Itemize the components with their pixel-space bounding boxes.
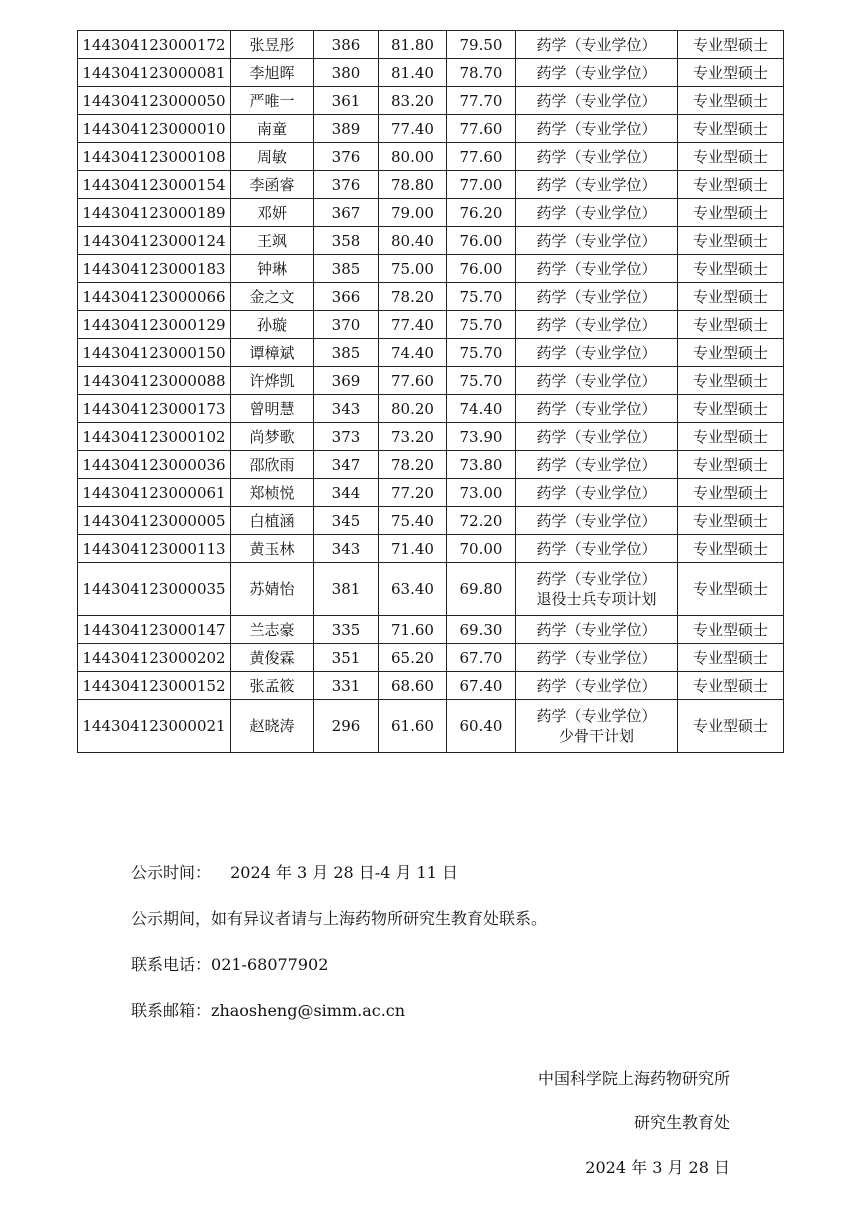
cell-interview-score: 77.20 [379,479,447,507]
cell-student-id: 144304123000066 [78,283,231,311]
major-line: 药学（专业学位） [536,620,657,639]
cell-name: 郑桢悦 [231,479,314,507]
cell-degree-type: 专业型硕士 [678,255,784,283]
cell-exam-score: 385 [314,255,379,283]
cell-total-score: 77.60 [447,115,516,143]
cell-degree-type: 专业型硕士 [678,115,784,143]
cell-exam-score: 331 [314,672,379,700]
cell-total-score: 72.20 [447,507,516,535]
cell-exam-score: 358 [314,227,379,255]
cell-major [516,31,678,59]
cell-exam-score: 376 [314,171,379,199]
cell-degree-type: 专业型硕士 [678,59,784,87]
cell-degree-type: 专业型硕士 [678,227,784,255]
cell-major [516,507,678,535]
major-line: 药学（专业学位） [536,343,657,362]
cell-student-id: 144304123000061 [78,479,231,507]
notice-email [131,998,405,1021]
cell-exam-score: 344 [314,479,379,507]
cell-name: 周敏 [231,143,314,171]
cell-student-id: 144304123000081 [78,59,231,87]
cell-interview-score: 80.20 [379,395,447,423]
table-row [78,227,784,255]
major-line: 药学（专业学位） [536,35,657,54]
cell-student-id: 144304123000124 [78,227,231,255]
notice-time [131,860,458,883]
cell-name: 苏婧怡 [231,563,314,616]
cell-student-id: 144304123000005 [78,507,231,535]
cell-degree-type: 专业型硕士 [678,311,784,339]
major-line: 药学（专业学位） [536,231,657,250]
notice-email-value: zhaosheng@simm.ac.cn [211,1001,406,1020]
cell-student-id: 144304123000202 [78,644,231,672]
table-row [78,283,784,311]
cell-degree-type: 专业型硕士 [678,535,784,563]
cell-exam-score: 343 [314,535,379,563]
cell-student-id: 144304123000172 [78,31,231,59]
cell-student-id: 144304123000102 [78,423,231,451]
cell-degree-type: 专业型硕士 [678,616,784,644]
cell-degree-type: 专业型硕士 [678,423,784,451]
notice-phone-label: 联系电话： [131,955,212,974]
major-line: 药学（专业学位） [536,455,657,474]
cell-name: 赵晓涛 [231,700,314,753]
admission-results-table [77,30,784,753]
cell-major [516,672,678,700]
cell-student-id: 144304123000010 [78,115,231,143]
cell-total-score: 60.40 [447,700,516,753]
signature-date: 2024 年 3 月 28 日 [585,1158,730,1177]
table-row [78,507,784,535]
cell-degree-type: 专业型硕士 [678,199,784,227]
cell-major [516,199,678,227]
cell-exam-score: 351 [314,644,379,672]
cell-total-score: 76.20 [447,199,516,227]
table-row [78,616,784,644]
cell-interview-score: 78.20 [379,283,447,311]
cell-exam-score: 376 [314,143,379,171]
notice-time-label: 公示时间： [131,863,212,882]
table-row [78,255,784,283]
cell-interview-score: 61.60 [379,700,447,753]
cell-student-id: 144304123000088 [78,367,231,395]
major-line: 药学（专业学位） [536,483,657,502]
cell-major [516,535,678,563]
cell-total-score: 75.70 [447,367,516,395]
table-row [78,59,784,87]
cell-major [516,644,678,672]
cell-name: 金之文 [231,283,314,311]
cell-interview-score: 63.40 [379,563,447,616]
cell-major [516,283,678,311]
cell-exam-score: 373 [314,423,379,451]
cell-name: 张昱彤 [231,31,314,59]
cell-degree-type: 专业型硕士 [678,507,784,535]
cell-exam-score: 367 [314,199,379,227]
cell-name: 孙璇 [231,311,314,339]
cell-total-score: 74.40 [447,395,516,423]
cell-exam-score: 385 [314,339,379,367]
table-row [78,644,784,672]
cell-total-score: 75.70 [447,283,516,311]
cell-total-score: 69.30 [447,616,516,644]
table-row [78,87,784,115]
cell-total-score: 67.40 [447,672,516,700]
cell-degree-type: 专业型硕士 [678,644,784,672]
cell-major [516,451,678,479]
cell-total-score: 67.70 [447,644,516,672]
cell-name: 曾明慧 [231,395,314,423]
cell-name: 钟琳 [231,255,314,283]
major-line: 药学（专业学位） [536,676,657,695]
cell-name: 黄玉林 [231,535,314,563]
cell-major [516,171,678,199]
cell-major [516,700,678,753]
cell-exam-score: 345 [314,507,379,535]
cell-total-score: 73.00 [447,479,516,507]
cell-student-id: 144304123000050 [78,87,231,115]
cell-exam-score: 343 [314,395,379,423]
major-line: 少骨干计划 [558,727,634,745]
cell-name: 严唯一 [231,87,314,115]
cell-student-id: 144304123000108 [78,143,231,171]
cell-exam-score: 386 [314,31,379,59]
major-line: 药学（专业学位） [536,175,657,194]
cell-major [516,479,678,507]
cell-interview-score: 75.40 [379,507,447,535]
cell-student-id: 144304123000154 [78,171,231,199]
cell-student-id: 144304123000189 [78,199,231,227]
cell-name: 许烨凯 [231,367,314,395]
cell-major [516,255,678,283]
table-body [78,31,784,753]
cell-interview-score: 65.20 [379,644,447,672]
table-row [78,199,784,227]
cell-name: 张孟筱 [231,672,314,700]
cell-degree-type: 专业型硕士 [678,87,784,115]
cell-interview-score: 81.40 [379,59,447,87]
cell-interview-score: 80.00 [379,143,447,171]
table-row [78,143,784,171]
cell-interview-score: 77.40 [379,115,447,143]
cell-major [516,423,678,451]
notice-time-value: 2024 年 3 月 28 日-4 月 11 日 [230,863,459,882]
cell-major [516,59,678,87]
cell-degree-type: 专业型硕士 [678,395,784,423]
notice-objection: 公示期间，如有异议者请与上海药物所研究生教育处联系。 [131,909,548,928]
cell-degree-type: 专业型硕士 [678,563,784,616]
cell-name: 王飒 [231,227,314,255]
cell-name: 白植涵 [231,507,314,535]
table-row [78,395,784,423]
cell-major [516,143,678,171]
cell-interview-score: 79.00 [379,199,447,227]
cell-major [516,616,678,644]
cell-total-score: 75.70 [447,311,516,339]
cell-major [516,115,678,143]
cell-interview-score: 71.60 [379,616,447,644]
table-row [78,535,784,563]
major-line: 退役士兵专项计划 [536,590,657,608]
table-row [78,672,784,700]
major-line: 药学（专业学位） [536,707,657,725]
cell-interview-score: 71.40 [379,535,447,563]
cell-interview-score: 75.00 [379,255,447,283]
cell-major [516,87,678,115]
notice-phone [131,952,328,975]
cell-major [516,367,678,395]
cell-name: 黄俊霖 [231,644,314,672]
cell-interview-score: 80.40 [379,227,447,255]
cell-major [516,339,678,367]
major-line: 药学（专业学位） [536,91,657,110]
table-row [78,700,784,753]
cell-name: 李旭晖 [231,59,314,87]
cell-exam-score: 347 [314,451,379,479]
cell-major [516,395,678,423]
cell-name: 尚梦歌 [231,423,314,451]
table-row [78,115,784,143]
cell-student-id: 144304123000173 [78,395,231,423]
table-row [78,451,784,479]
cell-major [516,227,678,255]
cell-total-score: 73.80 [447,451,516,479]
cell-degree-type: 专业型硕士 [678,700,784,753]
cell-interview-score: 73.20 [379,423,447,451]
major-line: 药学（专业学位） [536,63,657,82]
table-row [78,423,784,451]
cell-student-id: 144304123000152 [78,672,231,700]
cell-name: 邓妍 [231,199,314,227]
cell-exam-score: 335 [314,616,379,644]
cell-student-id: 144304123000021 [78,700,231,753]
cell-exam-score: 370 [314,311,379,339]
cell-interview-score: 77.60 [379,367,447,395]
cell-total-score: 73.90 [447,423,516,451]
major-line: 药学（专业学位） [536,427,657,446]
cell-degree-type: 专业型硕士 [678,143,784,171]
cell-student-id: 144304123000147 [78,616,231,644]
cell-interview-score: 74.40 [379,339,447,367]
signature-dept: 研究生教育处 [633,1113,730,1132]
cell-student-id: 144304123000036 [78,451,231,479]
cell-student-id: 144304123000129 [78,311,231,339]
major-line: 药学（专业学位） [536,371,657,390]
major-line: 药学（专业学位） [536,570,657,588]
cell-total-score: 77.70 [447,87,516,115]
table-row [78,339,784,367]
cell-student-id: 144304123000150 [78,339,231,367]
major-line: 药学（专业学位） [536,315,657,334]
cell-total-score: 76.00 [447,227,516,255]
cell-degree-type: 专业型硕士 [678,672,784,700]
cell-name: 南童 [231,115,314,143]
major-line: 药学（专业学位） [536,147,657,166]
cell-student-id: 144304123000035 [78,563,231,616]
cell-degree-type: 专业型硕士 [678,479,784,507]
cell-exam-score: 380 [314,59,379,87]
cell-degree-type: 专业型硕士 [678,451,784,479]
major-line: 药学（专业学位） [536,259,657,278]
cell-total-score: 69.80 [447,563,516,616]
cell-total-score: 78.70 [447,59,516,87]
cell-name: 兰志豪 [231,616,314,644]
cell-major [516,311,678,339]
cell-interview-score: 83.20 [379,87,447,115]
cell-total-score: 70.00 [447,535,516,563]
cell-name: 邵欣雨 [231,451,314,479]
cell-name: 李函睿 [231,171,314,199]
cell-exam-score: 381 [314,563,379,616]
cell-exam-score: 389 [314,115,379,143]
table-row [78,31,784,59]
cell-interview-score: 77.40 [379,311,447,339]
cell-total-score: 75.70 [447,339,516,367]
cell-total-score: 76.00 [447,255,516,283]
cell-exam-score: 296 [314,700,379,753]
cell-interview-score: 81.80 [379,31,447,59]
cell-exam-score: 369 [314,367,379,395]
cell-degree-type: 专业型硕士 [678,171,784,199]
cell-degree-type: 专业型硕士 [678,283,784,311]
cell-interview-score: 68.60 [379,672,447,700]
notice-phone-value: 021-68077902 [211,955,329,974]
table-row [78,311,784,339]
cell-total-score: 77.60 [447,143,516,171]
cell-exam-score: 366 [314,283,379,311]
major-line: 药学（专业学位） [536,287,657,306]
cell-total-score: 79.50 [447,31,516,59]
table-row [78,479,784,507]
cell-exam-score: 361 [314,87,379,115]
cell-degree-type: 专业型硕士 [678,367,784,395]
cell-total-score: 77.00 [447,171,516,199]
major-line: 药学（专业学位） [536,399,657,418]
table-row [78,563,784,616]
major-line: 药学（专业学位） [536,203,657,222]
cell-degree-type: 专业型硕士 [678,31,784,59]
table-row [78,171,784,199]
major-line: 药学（专业学位） [536,539,657,558]
cell-name: 谭樟斌 [231,339,314,367]
notice-email-label: 联系邮箱： [131,1001,212,1020]
cell-student-id: 144304123000113 [78,535,231,563]
major-line: 药学（专业学位） [536,648,657,667]
cell-interview-score: 78.80 [379,171,447,199]
major-line: 药学（专业学位） [536,511,657,530]
table-row [78,367,784,395]
cell-student-id: 144304123000183 [78,255,231,283]
cell-degree-type: 专业型硕士 [678,339,784,367]
major-line: 药学（专业学位） [536,119,657,138]
cell-interview-score: 78.20 [379,451,447,479]
signature-org: 中国科学院上海药物研究所 [537,1069,730,1088]
cell-major [516,563,678,616]
